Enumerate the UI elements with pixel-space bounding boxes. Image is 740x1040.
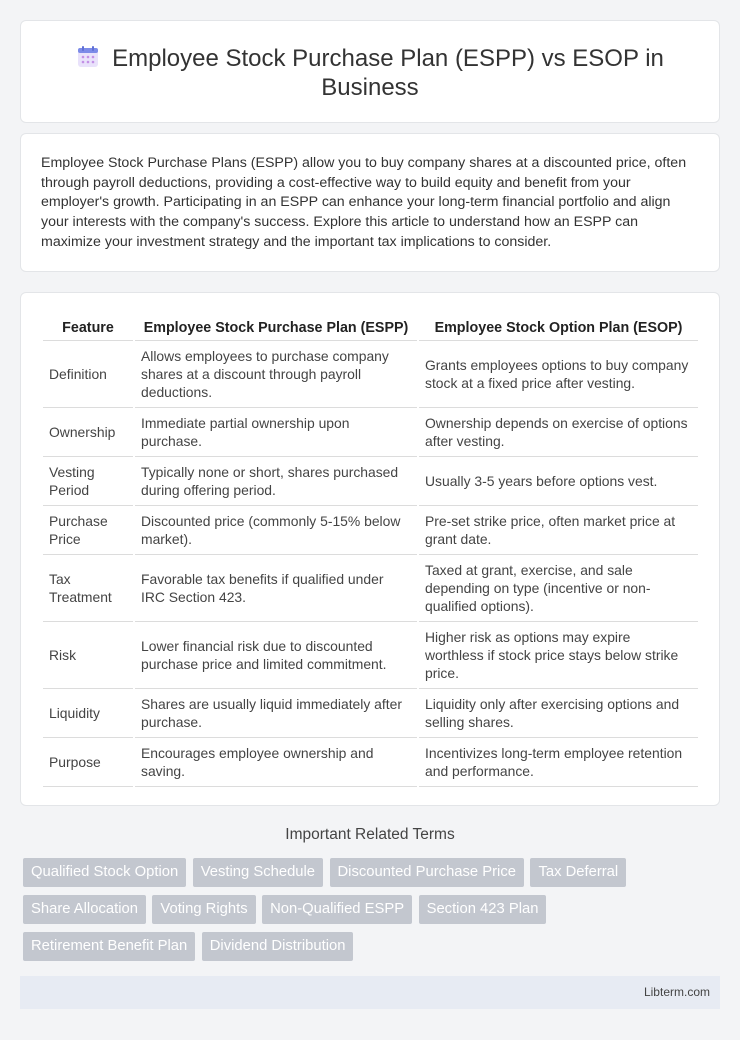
footer-site-link[interactable]: Libterm.com [643,985,710,999]
espp-cell: Shares are usually liquid immediately after purchase. [134,689,418,738]
intro-paragraph: Employee Stock Purchase Plans (ESPP) allow you to buy company shares at a discounted price, often through payroll deductions, providing a cost-effective way to build equity and benefit from your employer's growth. Participating in an ESPP can enhance your long-term financial portfolio and align your interests with the company's success. Explore this article to understand how an ESPP can maximize your investment strategy and the important tax implications to consider. [41,155,687,250]
tag-section-423-plan[interactable]: Section 423 Plan [419,895,547,924]
page-title: Employee Stock Purchase Plan (ESPP) vs ESOP in Business [112,45,664,101]
tag-dividend-distribution[interactable]: Dividend Distribution [202,932,354,961]
header-esop: Employee Stock Option Plan (ESOP) [418,311,698,341]
calendar-icon [76,45,100,69]
tag-qualified-stock-option[interactable]: Qualified Stock Option [23,858,186,887]
table-row [43,341,698,408]
esop-cell: Ownership depends on exercise of options after vesting. [418,408,698,457]
tag-share-allocation[interactable]: Share Allocation [23,895,146,924]
comparison-card [20,292,720,806]
comparison-table [43,311,698,787]
espp-cell: Lower financial risk due to discounted purchase price and limited commitment. [134,622,418,689]
feature-cell: Vesting Period [43,457,134,506]
table-row [43,738,698,787]
espp-cell: Favorable tax benefits if qualified under IRC Section 423. [134,555,418,622]
espp-cell: Discounted price (commonly 5-15% below market). [134,506,418,555]
esop-cell: Incentivizes long-term employee retention and performance. [418,738,698,787]
feature-cell: Tax Treatment [43,555,134,622]
espp-cell: Immediate partial ownership upon purchase. [134,408,418,457]
header-feature: Feature [43,311,134,341]
table-row [43,689,698,738]
espp-cell: Typically none or short, shares purchased during offering period. [134,457,418,506]
footer [20,976,720,1009]
feature-cell: Definition [43,341,134,408]
tag-tax-deferral[interactable]: Tax Deferral [530,858,626,887]
table-row [43,555,698,622]
esop-cell: Usually 3-5 years before options vest. [418,457,698,506]
espp-cell: Encourages employee ownership and saving. [134,738,418,787]
tag-discounted-purchase-price[interactable]: Discounted Purchase Price [330,858,524,887]
tag-vesting-schedule[interactable]: Vesting Schedule [193,858,323,887]
intro-card [20,133,720,272]
feature-cell: Ownership [43,408,134,457]
esop-cell: Grants employees options to buy company stock at a fixed price after vesting. [418,341,698,408]
esop-cell: Liquidity only after exercising options and selling shares. [418,689,698,738]
table-row [43,506,698,555]
table-row [43,408,698,457]
table-row [43,622,698,689]
related-terms-heading: Important Related Terms [285,826,455,843]
feature-cell: Purchase Price [43,506,134,555]
related-terms-list [23,858,683,969]
title-card [20,20,720,123]
feature-cell: Risk [43,622,134,689]
tag-non-qualified-espp[interactable]: Non-Qualified ESPP [262,895,412,924]
header-espp: Employee Stock Purchase Plan (ESPP) [134,311,418,341]
feature-cell: Purpose [43,738,134,787]
esop-cell: Taxed at grant, exercise, and sale depending on type (incentive or non-qualified options). [418,555,698,622]
esop-cell: Pre-set strike price, often market price at grant date. [418,506,698,555]
tag-voting-rights[interactable]: Voting Rights [152,895,255,924]
table-header-row [43,311,698,341]
esop-cell: Higher risk as options may expire worthless if stock price stays below strike price. [418,622,698,689]
table-row [43,457,698,506]
feature-cell: Liquidity [43,689,134,738]
espp-cell: Allows employees to purchase company shares at a discount through payroll deductions. [134,341,418,408]
tag-retirement-benefit-plan[interactable]: Retirement Benefit Plan [23,932,195,961]
